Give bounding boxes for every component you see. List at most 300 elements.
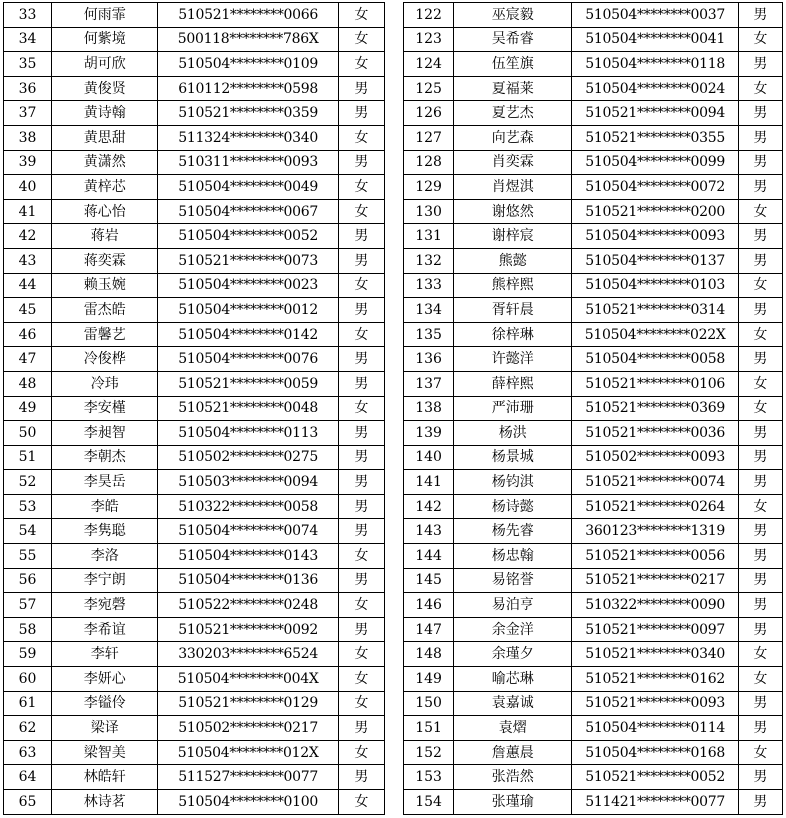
gender-cell: 女 bbox=[338, 544, 384, 569]
gender-cell: 男 bbox=[338, 494, 384, 519]
id-number-cell: 510503********0094 bbox=[158, 470, 338, 495]
student-name-cell: 林诗茗 bbox=[52, 790, 158, 815]
id-number-cell: 510504********0041 bbox=[572, 27, 738, 52]
student-name-cell: 杨洪 bbox=[454, 421, 572, 446]
student-name-cell: 蒋心怡 bbox=[52, 199, 158, 224]
gender-cell: 男 bbox=[338, 101, 384, 126]
gender-cell: 男 bbox=[738, 248, 782, 273]
student-name-cell: 冷俊桦 bbox=[52, 347, 158, 372]
gender-cell: 女 bbox=[738, 27, 782, 52]
row-number-cell: 37 bbox=[4, 101, 52, 126]
table-row bbox=[404, 544, 783, 569]
table-row bbox=[404, 396, 783, 421]
student-name-cell: 向艺森 bbox=[454, 125, 572, 150]
gender-cell: 男 bbox=[738, 3, 782, 28]
gender-cell: 男 bbox=[338, 617, 384, 642]
row-number-cell: 65 bbox=[4, 790, 52, 815]
student-name-cell: 杨景城 bbox=[454, 445, 572, 470]
student-name-cell: 李昶智 bbox=[52, 421, 158, 446]
gender-cell: 女 bbox=[738, 494, 782, 519]
table-row bbox=[404, 224, 783, 249]
id-number-cell: 510521********0093 bbox=[572, 691, 738, 716]
id-number-cell: 510504********0137 bbox=[572, 248, 738, 273]
table-row bbox=[404, 568, 783, 593]
id-number-cell: 510502********0093 bbox=[572, 445, 738, 470]
student-name-cell: 余瑾夕 bbox=[454, 642, 572, 667]
row-number-cell: 149 bbox=[404, 667, 454, 692]
table-row bbox=[4, 52, 385, 77]
gender-cell: 男 bbox=[738, 593, 782, 618]
student-name-cell: 熊懿 bbox=[454, 248, 572, 273]
gender-cell: 男 bbox=[738, 150, 782, 175]
gender-cell: 男 bbox=[338, 765, 384, 790]
table-row bbox=[404, 101, 783, 126]
student-name-cell: 余金洋 bbox=[454, 617, 572, 642]
gender-cell: 女 bbox=[338, 667, 384, 692]
student-name-cell: 夏艺杰 bbox=[454, 101, 572, 126]
table-row bbox=[404, 765, 783, 790]
gender-cell: 女 bbox=[338, 125, 384, 150]
gender-cell: 男 bbox=[738, 716, 782, 741]
table-row bbox=[4, 224, 385, 249]
row-number-cell: 64 bbox=[4, 765, 52, 790]
id-number-cell: 510522********0248 bbox=[158, 593, 338, 618]
student-name-cell: 肖煜淇 bbox=[454, 175, 572, 200]
id-number-cell: 510504********0067 bbox=[158, 199, 338, 224]
id-number-cell: 510521********0129 bbox=[158, 691, 338, 716]
gender-cell: 女 bbox=[338, 396, 384, 421]
gender-cell: 女 bbox=[338, 199, 384, 224]
table-row bbox=[404, 322, 783, 347]
table-row bbox=[4, 765, 385, 790]
id-number-cell: 510504********0023 bbox=[158, 273, 338, 298]
id-number-cell: 510504********0058 bbox=[572, 347, 738, 372]
row-number-cell: 58 bbox=[4, 617, 52, 642]
row-number-cell: 41 bbox=[4, 199, 52, 224]
table-row bbox=[404, 691, 783, 716]
id-number-cell: 510521********0106 bbox=[572, 371, 738, 396]
id-number-cell: 510521********0217 bbox=[572, 568, 738, 593]
row-number-cell: 124 bbox=[404, 52, 454, 77]
id-number-cell: 510521********0162 bbox=[572, 667, 738, 692]
student-name-cell: 杨先睿 bbox=[454, 519, 572, 544]
id-number-cell: 511527********0077 bbox=[158, 765, 338, 790]
id-number-cell: 510521********0074 bbox=[572, 470, 738, 495]
id-number-cell: 510504********0093 bbox=[572, 224, 738, 249]
table-row bbox=[4, 322, 385, 347]
student-name-cell: 徐梓琳 bbox=[454, 322, 572, 347]
table-row bbox=[4, 101, 385, 126]
table-row bbox=[404, 667, 783, 692]
student-name-cell: 杨钧淇 bbox=[454, 470, 572, 495]
roster-table-left bbox=[3, 2, 385, 815]
gender-cell: 女 bbox=[738, 667, 782, 692]
row-number-cell: 126 bbox=[404, 101, 454, 126]
student-name-cell: 张瑾瑜 bbox=[454, 790, 572, 815]
id-number-cell: 510521********0340 bbox=[572, 642, 738, 667]
student-name-cell: 胡可欣 bbox=[52, 52, 158, 77]
student-name-cell: 严沛珊 bbox=[454, 396, 572, 421]
table-row bbox=[4, 593, 385, 618]
student-name-cell: 李希谊 bbox=[52, 617, 158, 642]
row-number-cell: 38 bbox=[4, 125, 52, 150]
id-number-cell: 510521********0314 bbox=[572, 298, 738, 323]
id-number-cell: 510504********0072 bbox=[572, 175, 738, 200]
gender-cell: 女 bbox=[338, 593, 384, 618]
id-number-cell: 510502********0217 bbox=[158, 716, 338, 741]
table-row bbox=[404, 593, 783, 618]
id-number-cell: 510521********0059 bbox=[158, 371, 338, 396]
student-name-cell: 夏福莱 bbox=[454, 76, 572, 101]
id-number-cell: 510504********0100 bbox=[158, 790, 338, 815]
gender-cell: 男 bbox=[738, 445, 782, 470]
gender-cell: 男 bbox=[338, 470, 384, 495]
row-number-cell: 42 bbox=[4, 224, 52, 249]
row-number-cell: 123 bbox=[404, 27, 454, 52]
gender-cell: 男 bbox=[738, 101, 782, 126]
student-name-cell: 黄梓芯 bbox=[52, 175, 158, 200]
row-number-cell: 144 bbox=[404, 544, 454, 569]
id-number-cell: 510504********0113 bbox=[158, 421, 338, 446]
student-name-cell: 何紫境 bbox=[52, 27, 158, 52]
gender-cell: 男 bbox=[738, 617, 782, 642]
gender-cell: 女 bbox=[338, 740, 384, 765]
table-row bbox=[4, 175, 385, 200]
student-name-cell: 李宁朗 bbox=[52, 568, 158, 593]
table-row bbox=[4, 568, 385, 593]
table-row bbox=[404, 52, 783, 77]
id-number-cell: 510521********0200 bbox=[572, 199, 738, 224]
gender-cell: 男 bbox=[738, 298, 782, 323]
row-number-cell: 131 bbox=[404, 224, 454, 249]
gender-cell: 男 bbox=[738, 568, 782, 593]
id-number-cell: 510322********0090 bbox=[572, 593, 738, 618]
id-number-cell: 360123********1319 bbox=[572, 519, 738, 544]
row-number-cell: 127 bbox=[404, 125, 454, 150]
table-row bbox=[404, 248, 783, 273]
row-number-cell: 150 bbox=[404, 691, 454, 716]
row-number-cell: 45 bbox=[4, 298, 52, 323]
gender-cell: 男 bbox=[738, 52, 782, 77]
row-number-cell: 138 bbox=[404, 396, 454, 421]
gender-cell: 男 bbox=[338, 150, 384, 175]
id-number-cell: 610112********0598 bbox=[158, 76, 338, 101]
student-name-cell: 薛梓熙 bbox=[454, 371, 572, 396]
row-number-cell: 143 bbox=[404, 519, 454, 544]
gender-cell: 女 bbox=[738, 396, 782, 421]
table-row bbox=[404, 421, 783, 446]
student-name-cell: 袁嘉诚 bbox=[454, 691, 572, 716]
id-number-cell: 510322********0058 bbox=[158, 494, 338, 519]
student-name-cell: 冷玮 bbox=[52, 371, 158, 396]
gender-cell: 女 bbox=[338, 322, 384, 347]
student-name-cell: 李轩 bbox=[52, 642, 158, 667]
student-name-cell: 黄潇然 bbox=[52, 150, 158, 175]
student-name-cell: 何雨霏 bbox=[52, 3, 158, 28]
gender-cell: 男 bbox=[338, 248, 384, 273]
id-number-cell: 510504********0012 bbox=[158, 298, 338, 323]
student-name-cell: 易铭誉 bbox=[454, 568, 572, 593]
table-row bbox=[4, 494, 385, 519]
gender-cell: 男 bbox=[338, 347, 384, 372]
row-number-cell: 128 bbox=[404, 150, 454, 175]
id-number-cell: 510504********0168 bbox=[572, 740, 738, 765]
table-row bbox=[404, 27, 783, 52]
table-row bbox=[404, 716, 783, 741]
gender-cell: 男 bbox=[338, 298, 384, 323]
table-row bbox=[4, 150, 385, 175]
row-number-cell: 59 bbox=[4, 642, 52, 667]
gender-cell: 男 bbox=[738, 765, 782, 790]
student-name-cell: 李隽聪 bbox=[52, 519, 158, 544]
id-number-cell: 510521********0073 bbox=[158, 248, 338, 273]
row-number-cell: 48 bbox=[4, 371, 52, 396]
id-number-cell: 510504********0118 bbox=[572, 52, 738, 77]
row-number-cell: 130 bbox=[404, 199, 454, 224]
student-name-cell: 蒋岩 bbox=[52, 224, 158, 249]
row-number-cell: 154 bbox=[404, 790, 454, 815]
table-row bbox=[404, 642, 783, 667]
student-name-cell: 林皓轩 bbox=[52, 765, 158, 790]
table-row bbox=[4, 27, 385, 52]
row-number-cell: 153 bbox=[404, 765, 454, 790]
table-row bbox=[4, 642, 385, 667]
table-row bbox=[4, 298, 385, 323]
table-row bbox=[404, 494, 783, 519]
row-number-cell: 137 bbox=[404, 371, 454, 396]
id-number-cell: 510521********0355 bbox=[572, 125, 738, 150]
gender-cell: 女 bbox=[338, 175, 384, 200]
table-row bbox=[404, 371, 783, 396]
table-row bbox=[404, 519, 783, 544]
row-number-cell: 125 bbox=[404, 76, 454, 101]
row-number-cell: 141 bbox=[404, 470, 454, 495]
student-name-cell: 巫宸毅 bbox=[454, 3, 572, 28]
gender-cell: 女 bbox=[338, 27, 384, 52]
id-number-cell: 510521********0052 bbox=[572, 765, 738, 790]
id-number-cell: 510504********0076 bbox=[158, 347, 338, 372]
row-number-cell: 151 bbox=[404, 716, 454, 741]
gender-cell: 男 bbox=[738, 347, 782, 372]
table-row bbox=[4, 519, 385, 544]
table-row bbox=[404, 445, 783, 470]
student-name-cell: 许懿洋 bbox=[454, 347, 572, 372]
row-number-cell: 33 bbox=[4, 3, 52, 28]
row-number-cell: 47 bbox=[4, 347, 52, 372]
row-number-cell: 133 bbox=[404, 273, 454, 298]
id-number-cell: 510504********0052 bbox=[158, 224, 338, 249]
id-number-cell: 510502********0275 bbox=[158, 445, 338, 470]
id-number-cell: 510504********0024 bbox=[572, 76, 738, 101]
row-number-cell: 50 bbox=[4, 421, 52, 446]
row-number-cell: 135 bbox=[404, 322, 454, 347]
gender-cell: 男 bbox=[338, 371, 384, 396]
table-row bbox=[404, 125, 783, 150]
table-row bbox=[404, 298, 783, 323]
id-number-cell: 510521********0048 bbox=[158, 396, 338, 421]
student-name-cell: 李妍心 bbox=[52, 667, 158, 692]
gender-cell: 男 bbox=[338, 716, 384, 741]
student-name-cell: 雷馨艺 bbox=[52, 322, 158, 347]
gender-cell: 女 bbox=[338, 3, 384, 28]
student-name-cell: 雷杰皓 bbox=[52, 298, 158, 323]
row-number-cell: 40 bbox=[4, 175, 52, 200]
id-number-cell: 510521********0369 bbox=[572, 396, 738, 421]
table-row bbox=[4, 248, 385, 273]
table-row bbox=[4, 199, 385, 224]
id-number-cell: 510521********0036 bbox=[572, 421, 738, 446]
table-row bbox=[4, 3, 385, 28]
student-name-cell: 黄思甜 bbox=[52, 125, 158, 150]
table-row bbox=[4, 273, 385, 298]
id-number-cell: 511324********0340 bbox=[158, 125, 338, 150]
table-row bbox=[4, 617, 385, 642]
table-row bbox=[4, 76, 385, 101]
student-name-cell: 李皓 bbox=[52, 494, 158, 519]
student-name-cell: 李洛 bbox=[52, 544, 158, 569]
gender-cell: 女 bbox=[338, 642, 384, 667]
table-row bbox=[404, 617, 783, 642]
student-name-cell: 杨忠翰 bbox=[454, 544, 572, 569]
student-name-cell: 蒋奕霖 bbox=[52, 248, 158, 273]
id-number-cell: 510504********0143 bbox=[158, 544, 338, 569]
id-number-cell: 500118********786X bbox=[158, 27, 338, 52]
student-name-cell: 袁熠 bbox=[454, 716, 572, 741]
row-number-cell: 46 bbox=[4, 322, 52, 347]
id-number-cell: 510504********022X bbox=[572, 322, 738, 347]
table-row bbox=[404, 150, 783, 175]
row-number-cell: 34 bbox=[4, 27, 52, 52]
id-number-cell: 510521********0092 bbox=[158, 617, 338, 642]
student-name-cell: 易泊亨 bbox=[454, 593, 572, 618]
gender-cell: 男 bbox=[338, 445, 384, 470]
table-row bbox=[404, 740, 783, 765]
row-number-cell: 142 bbox=[404, 494, 454, 519]
gender-cell: 男 bbox=[738, 544, 782, 569]
table-row bbox=[4, 667, 385, 692]
student-name-cell: 赖玉婉 bbox=[52, 273, 158, 298]
student-name-cell: 杨诗懿 bbox=[454, 494, 572, 519]
student-name-cell: 梁智美 bbox=[52, 740, 158, 765]
id-number-cell: 510504********0109 bbox=[158, 52, 338, 77]
id-number-cell: 510504********0049 bbox=[158, 175, 338, 200]
id-number-cell: 510311********0093 bbox=[158, 150, 338, 175]
gender-cell: 男 bbox=[338, 224, 384, 249]
row-number-cell: 55 bbox=[4, 544, 52, 569]
table-row bbox=[4, 396, 385, 421]
row-number-cell: 139 bbox=[404, 421, 454, 446]
student-name-cell: 李昊岳 bbox=[52, 470, 158, 495]
row-number-cell: 146 bbox=[404, 593, 454, 618]
student-name-cell: 黄俊贤 bbox=[52, 76, 158, 101]
student-name-cell: 李朝杰 bbox=[52, 445, 158, 470]
student-name-cell: 谢悠然 bbox=[454, 199, 572, 224]
gender-cell: 男 bbox=[338, 76, 384, 101]
row-number-cell: 39 bbox=[4, 150, 52, 175]
student-name-cell: 伍笙旗 bbox=[454, 52, 572, 77]
student-name-cell: 肖奕霖 bbox=[454, 150, 572, 175]
id-number-cell: 510521********0056 bbox=[572, 544, 738, 569]
student-name-cell: 黄诗翰 bbox=[52, 101, 158, 126]
row-number-cell: 62 bbox=[4, 716, 52, 741]
gender-cell: 女 bbox=[738, 76, 782, 101]
id-number-cell: 510521********0094 bbox=[572, 101, 738, 126]
gender-cell: 女 bbox=[338, 52, 384, 77]
student-name-cell: 谢梓宸 bbox=[454, 224, 572, 249]
gender-cell: 男 bbox=[738, 691, 782, 716]
id-number-cell: 510504********0103 bbox=[572, 273, 738, 298]
gender-cell: 女 bbox=[738, 199, 782, 224]
row-number-cell: 54 bbox=[4, 519, 52, 544]
gender-cell: 男 bbox=[738, 175, 782, 200]
id-number-cell: 510521********0066 bbox=[158, 3, 338, 28]
student-name-cell: 李镒伶 bbox=[52, 691, 158, 716]
id-number-cell: 510504********004X bbox=[158, 667, 338, 692]
gender-cell: 男 bbox=[738, 519, 782, 544]
row-number-cell: 60 bbox=[4, 667, 52, 692]
gender-cell: 女 bbox=[738, 642, 782, 667]
student-name-cell: 李安槿 bbox=[52, 396, 158, 421]
gender-cell: 男 bbox=[738, 470, 782, 495]
row-number-cell: 152 bbox=[404, 740, 454, 765]
table-row bbox=[404, 3, 783, 28]
table-row bbox=[4, 470, 385, 495]
table-row bbox=[4, 445, 385, 470]
gender-cell: 男 bbox=[338, 519, 384, 544]
gender-cell: 女 bbox=[738, 273, 782, 298]
table-row bbox=[4, 544, 385, 569]
table-row bbox=[4, 790, 385, 815]
student-name-cell: 喻芯琳 bbox=[454, 667, 572, 692]
table-row bbox=[404, 76, 783, 101]
gender-cell: 男 bbox=[338, 568, 384, 593]
row-number-cell: 122 bbox=[404, 3, 454, 28]
student-name-cell: 胥轩晨 bbox=[454, 298, 572, 323]
id-number-cell: 510504********0142 bbox=[158, 322, 338, 347]
table-row bbox=[4, 371, 385, 396]
row-number-cell: 49 bbox=[4, 396, 52, 421]
row-number-cell: 57 bbox=[4, 593, 52, 618]
gender-cell: 女 bbox=[338, 273, 384, 298]
table-row bbox=[404, 347, 783, 372]
row-number-cell: 132 bbox=[404, 248, 454, 273]
row-number-cell: 36 bbox=[4, 76, 52, 101]
table-row bbox=[404, 470, 783, 495]
gender-cell: 女 bbox=[338, 790, 384, 815]
table-row bbox=[4, 716, 385, 741]
row-number-cell: 136 bbox=[404, 347, 454, 372]
id-number-cell: 510504********012X bbox=[158, 740, 338, 765]
id-number-cell: 510504********0114 bbox=[572, 716, 738, 741]
row-number-cell: 63 bbox=[4, 740, 52, 765]
row-number-cell: 56 bbox=[4, 568, 52, 593]
row-number-cell: 61 bbox=[4, 691, 52, 716]
roster-table-right bbox=[403, 2, 783, 815]
row-number-cell: 129 bbox=[404, 175, 454, 200]
row-number-cell: 52 bbox=[4, 470, 52, 495]
id-number-cell: 510504********0037 bbox=[572, 3, 738, 28]
row-number-cell: 148 bbox=[404, 642, 454, 667]
student-name-cell: 詹蕙晨 bbox=[454, 740, 572, 765]
table-row bbox=[4, 421, 385, 446]
table-row bbox=[4, 125, 385, 150]
table-row bbox=[404, 175, 783, 200]
table-row bbox=[4, 691, 385, 716]
id-number-cell: 510504********0074 bbox=[158, 519, 338, 544]
table-row bbox=[404, 790, 783, 815]
gender-cell: 男 bbox=[338, 421, 384, 446]
row-number-cell: 145 bbox=[404, 568, 454, 593]
